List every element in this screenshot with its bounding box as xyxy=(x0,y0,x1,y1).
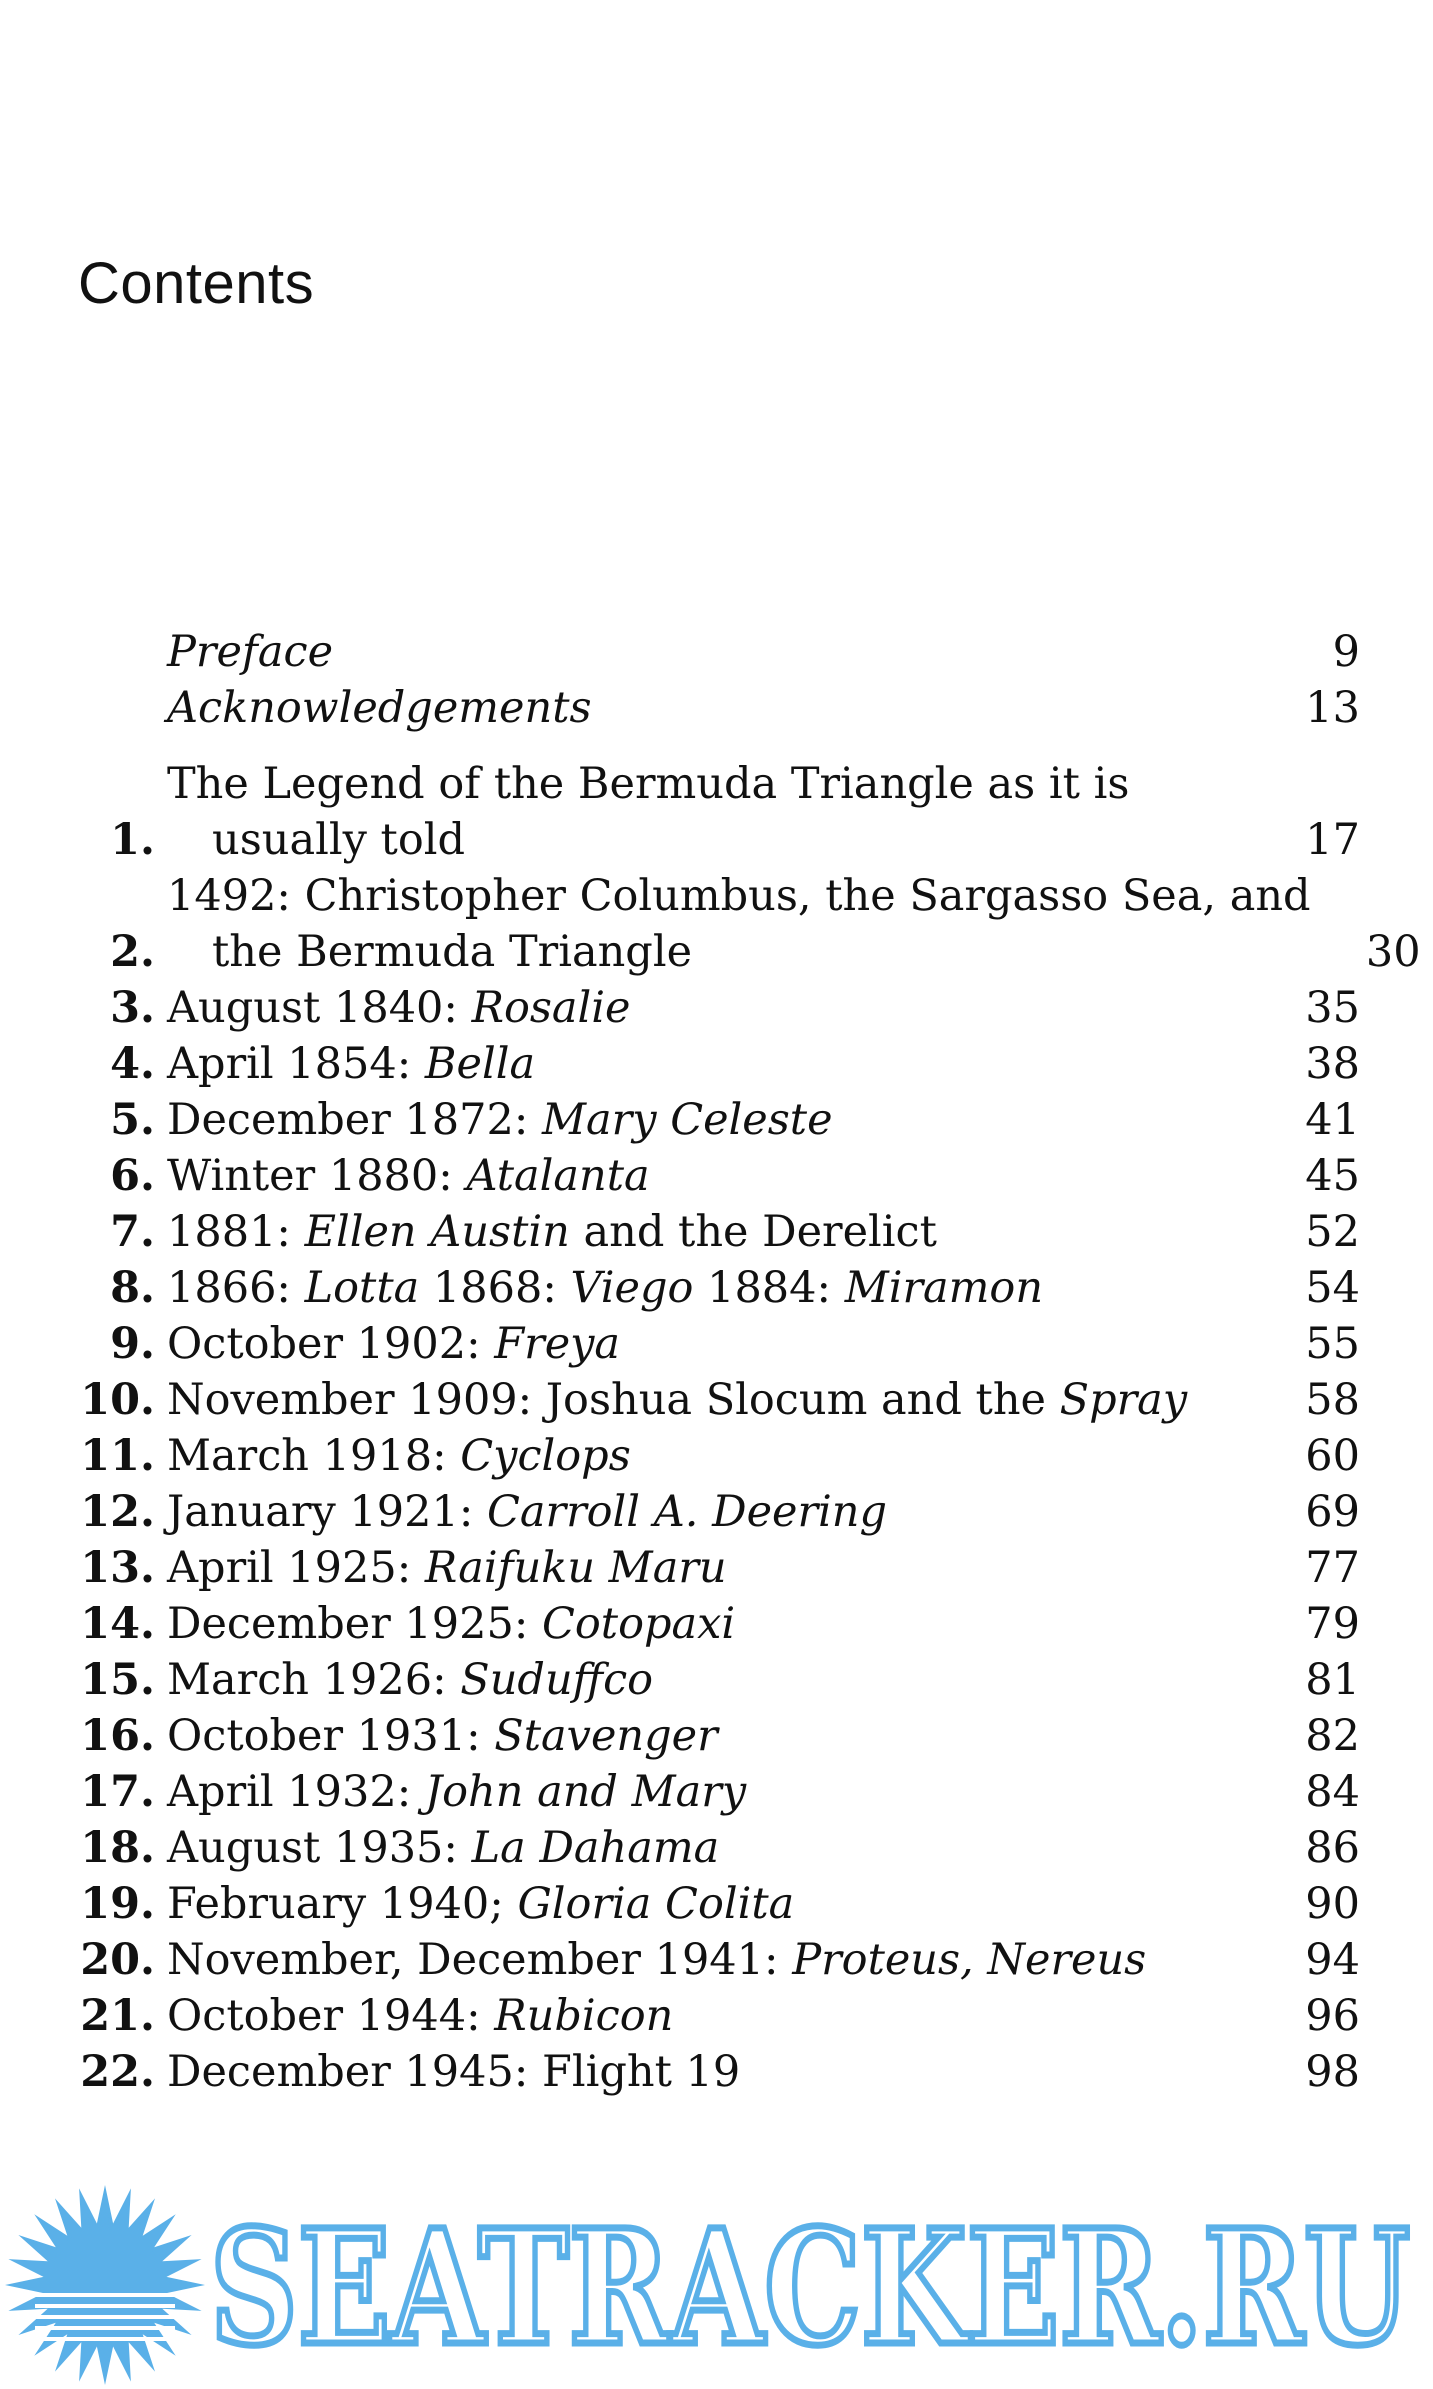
toc-chapter xyxy=(60,1092,1360,1148)
page-number: 30 xyxy=(1365,927,1421,977)
ship-name: Cotopaxi xyxy=(542,1599,736,1649)
chapter-title xyxy=(155,1036,1250,1092)
toc-chapter xyxy=(60,2044,1360,2100)
toc-chapter xyxy=(60,756,1360,868)
chapter-number: 11. xyxy=(80,1431,155,1481)
toc-chapter xyxy=(60,868,1421,980)
entry-text: 1866: xyxy=(167,1263,305,1313)
sun-stripe xyxy=(35,2315,175,2319)
ship-name: La Dahama xyxy=(471,1823,720,1873)
ship-name: Cyclops xyxy=(460,1431,631,1481)
toc-chapter xyxy=(60,1484,1360,1540)
watermark-text: SEATRACKER.RU xyxy=(210,2196,1410,2381)
chapter-title xyxy=(155,1596,1250,1652)
sun-stripe xyxy=(35,2304,175,2308)
page-number: 58 xyxy=(1305,1375,1360,1425)
page-number: 69 xyxy=(1305,1487,1360,1537)
toc-chapter xyxy=(60,1764,1360,1820)
toc-chapter xyxy=(60,1596,1360,1652)
entry-text: April 1854: xyxy=(167,1039,425,1089)
entry-text: October 1944: xyxy=(167,1991,495,2041)
toc-chapter xyxy=(60,1316,1360,1372)
entry-text: usually told xyxy=(212,815,466,865)
toc-chapter xyxy=(60,1260,1360,1316)
entry-text: December 1925: xyxy=(167,1599,543,1649)
entry-text: October 1931: xyxy=(167,1711,495,1761)
toc-chapter xyxy=(60,1540,1360,1596)
entry-text: January 1921: xyxy=(167,1487,488,1537)
chapter-title xyxy=(155,1260,1250,1316)
chapter-number: 1. xyxy=(110,815,155,865)
chapter-number: 17. xyxy=(80,1767,155,1817)
chapter-number: 13. xyxy=(80,1543,155,1593)
toc-chapter xyxy=(60,1988,1360,2044)
chapter-title xyxy=(155,1932,1250,1988)
toc-chapter xyxy=(60,1428,1360,1484)
toc-front-matter-item xyxy=(60,624,1360,680)
chapter-title xyxy=(155,1876,1250,1932)
page-number: 45 xyxy=(1305,1151,1360,1201)
ship-name: Bella xyxy=(424,1039,536,1089)
chapter-title xyxy=(155,1428,1250,1484)
entry-text: October 1902: xyxy=(167,1319,495,1369)
chapter-title xyxy=(155,1540,1250,1596)
chapter-title-continuation xyxy=(167,812,1250,868)
entry-text: 1492: Christopher Columbus, the Sargasso Sea, and xyxy=(167,871,1311,921)
sun-stripe xyxy=(35,2337,175,2341)
page-number: 17 xyxy=(1305,815,1360,865)
entry-text: March 1918: xyxy=(167,1431,461,1481)
toc-chapter xyxy=(60,1372,1360,1428)
entry-title xyxy=(155,680,1250,736)
sun-stripe xyxy=(35,2326,175,2330)
entry-text: 1884: xyxy=(693,1263,845,1313)
entry-text: 1881: xyxy=(167,1207,305,1257)
page-number: 38 xyxy=(1305,1039,1360,1089)
page-number: 86 xyxy=(1305,1823,1360,1873)
toc-chapter xyxy=(60,1708,1360,1764)
toc-chapter xyxy=(60,1652,1360,1708)
ship-name: Freya xyxy=(494,1319,621,1369)
chapter-title xyxy=(155,980,1250,1036)
sun-icon xyxy=(5,2185,205,2385)
toc-chapter xyxy=(60,1932,1360,1988)
ship-name: Viego xyxy=(570,1263,694,1313)
entry-text: 1868: xyxy=(419,1263,571,1313)
entry-text: November, December 1941: xyxy=(167,1935,793,1985)
chapter-title xyxy=(155,2044,1250,2100)
front-matter-label: Preface xyxy=(167,627,334,677)
ship-name: Suduffco xyxy=(460,1655,654,1705)
chapter-title xyxy=(155,1372,1250,1428)
page-number: 94 xyxy=(1305,1935,1360,1985)
page-number: 41 xyxy=(1305,1095,1360,1145)
entry-text: February 1940; xyxy=(167,1879,518,1929)
sun-stripe xyxy=(35,2293,175,2297)
chapter-number: 8. xyxy=(110,1263,155,1313)
page-number: 79 xyxy=(1305,1599,1360,1649)
toc-chapter xyxy=(60,1036,1360,1092)
chapter-number: 22. xyxy=(80,2047,155,2097)
chapter-title xyxy=(155,1988,1250,2044)
front-matter-label: Acknowledgements xyxy=(167,683,592,733)
toc-chapter xyxy=(60,980,1360,1036)
chapter-number: 18. xyxy=(80,1823,155,1873)
chapter-title xyxy=(155,1092,1250,1148)
page-number: 60 xyxy=(1305,1431,1360,1481)
chapter-number: 15. xyxy=(80,1655,155,1705)
chapter-number: 16. xyxy=(80,1711,155,1761)
chapter-number: 10. xyxy=(80,1375,155,1425)
page-number: 82 xyxy=(1305,1711,1360,1761)
page-number: 98 xyxy=(1305,2047,1360,2097)
chapter-title xyxy=(155,1820,1250,1876)
sun-disc xyxy=(47,2227,163,2343)
page-number: 90 xyxy=(1305,1879,1360,1929)
chapter-title xyxy=(155,868,1311,980)
chapter-number: 9. xyxy=(110,1319,155,1369)
entry-text: April 1932: xyxy=(167,1767,425,1817)
ship-name: Lotta xyxy=(304,1263,420,1313)
chapter-title xyxy=(155,1148,1250,1204)
entry-text: March 1926: xyxy=(167,1655,461,1705)
page-number: 55 xyxy=(1305,1319,1360,1369)
entry-text: August 1935: xyxy=(167,1823,472,1873)
chapter-number: 12. xyxy=(80,1487,155,1537)
ship-name: Gloria Colita xyxy=(517,1879,795,1929)
chapter-number: 6. xyxy=(110,1151,155,1201)
toc-chapter xyxy=(60,1876,1360,1932)
ship-name: Atalanta xyxy=(466,1151,650,1201)
page-number: 13 xyxy=(1305,683,1360,733)
entry-text: December 1872: xyxy=(167,1095,543,1145)
chapter-number: 21. xyxy=(80,1991,155,2041)
chapter-title xyxy=(155,1652,1250,1708)
entry-text: August 1840: xyxy=(167,983,472,1033)
chapter-title xyxy=(155,1204,1250,1260)
page-number: 96 xyxy=(1305,1991,1360,2041)
ship-name: Mary Celeste xyxy=(542,1095,833,1145)
chapter-title xyxy=(155,1484,1250,1540)
entry-text: The Legend of the Bermuda Triangle as it is xyxy=(167,759,1130,809)
chapter-title xyxy=(155,1708,1250,1764)
page-number: 35 xyxy=(1305,983,1360,1033)
chapter-number: 4. xyxy=(110,1039,155,1089)
entry-text: December 1945: Flight 19 xyxy=(167,2047,741,2097)
page-number: 52 xyxy=(1305,1207,1360,1257)
ship-name: Proteus, Nereus xyxy=(792,1935,1147,1985)
table-of-contents xyxy=(60,624,1421,2100)
ship-name: John and Mary xyxy=(424,1767,747,1817)
ship-name: Stavenger xyxy=(494,1711,718,1761)
ship-name: Rosalie xyxy=(471,983,631,1033)
chapter-number: 7. xyxy=(110,1207,155,1257)
watermark xyxy=(0,2175,1433,2389)
ship-name: Ellen Austin xyxy=(304,1207,570,1257)
entry-text: the Bermuda Triangle xyxy=(212,927,693,977)
entry-text: Winter 1880: xyxy=(167,1151,467,1201)
ship-name: Rubicon xyxy=(494,1991,674,2041)
page-number: 54 xyxy=(1305,1263,1360,1313)
page-number: 81 xyxy=(1305,1655,1360,1705)
ship-name: Spray xyxy=(1059,1375,1188,1425)
chapter-number: 5. xyxy=(110,1095,155,1145)
page-title: Contents xyxy=(78,251,315,316)
page-number: 77 xyxy=(1305,1543,1360,1593)
ship-name: Miramon xyxy=(844,1263,1044,1313)
entry-title xyxy=(155,624,1250,680)
toc-chapter xyxy=(60,1204,1360,1260)
chapter-title xyxy=(155,1316,1250,1372)
chapter-title-continuation xyxy=(167,924,1311,980)
toc-front-matter-item xyxy=(60,680,1360,736)
ship-name: Raifuku Maru xyxy=(424,1543,727,1593)
page-number: 9 xyxy=(1332,627,1360,677)
page-number: 84 xyxy=(1305,1767,1360,1817)
entry-text: and the Derelict xyxy=(569,1207,937,1257)
chapter-number: 19. xyxy=(80,1879,155,1929)
toc-chapter xyxy=(60,1148,1360,1204)
chapter-number: 14. xyxy=(80,1599,155,1649)
ship-name: Carroll A. Deering xyxy=(487,1487,888,1537)
entry-text: November 1909: Joshua Slocum and the xyxy=(167,1375,1060,1425)
chapter-title xyxy=(155,756,1250,868)
chapter-number: 20. xyxy=(80,1935,155,1985)
toc-chapter xyxy=(60,1820,1360,1876)
entry-text: April 1925: xyxy=(167,1543,425,1593)
chapter-number: 3. xyxy=(110,983,155,1033)
chapter-number: 2. xyxy=(110,927,155,977)
chapter-title xyxy=(155,1764,1250,1820)
